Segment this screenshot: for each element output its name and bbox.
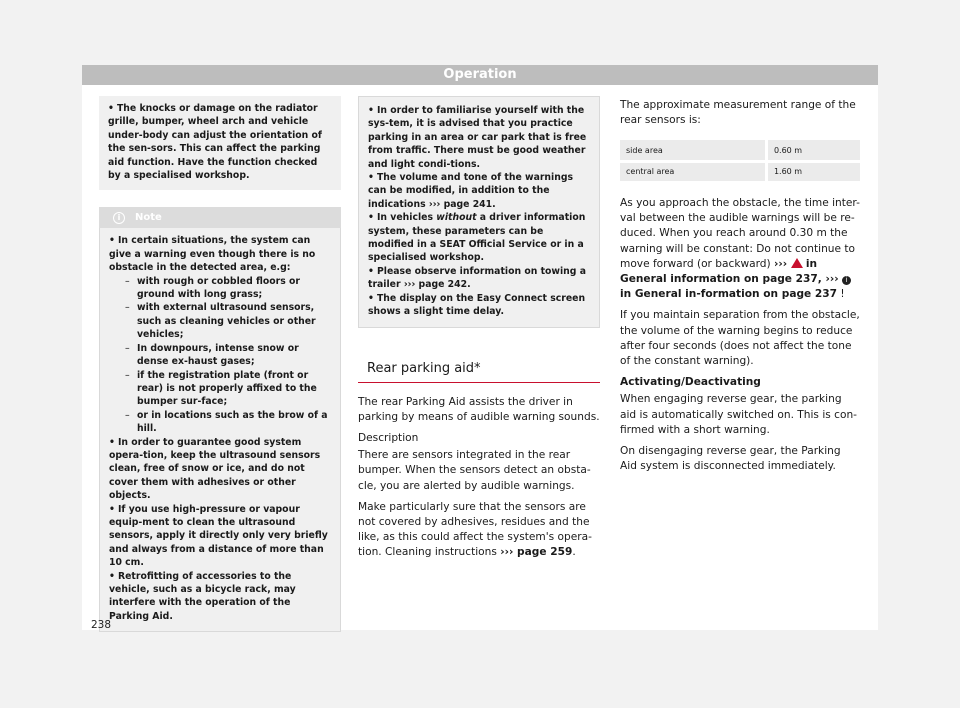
- note-item-text: The volume and tone of the warnings can be modified, in addition to the indications: [368, 172, 574, 210]
- column-3: [620, 98, 860, 474]
- table-row: [620, 161, 860, 182]
- note-item: • Please observe information on towing a trailer ››› page 242.: [368, 265, 586, 291]
- note-item: • Retrofitting of accessories to the vehicle, such as a bicycle rack, may interfere with the operation of the Parking Aid.: [109, 570, 296, 622]
- table-cell: central area: [620, 161, 766, 182]
- note-sub-item: – if the registration plate (front or rear) is not properly affixed to the bumper sur-face;: [125, 369, 317, 408]
- note-sub-item-text: if the registration plate (front or rear) is not properly affixed to the bumper sur-face;: [137, 369, 317, 408]
- info-icon: i: [842, 276, 851, 285]
- note-item: • If you use high-pressure or vapour equip-ment to clean the ultrasound sensors, apply it directly only very briefly and always from a distance of more than 10 cm.: [109, 503, 328, 569]
- approach-paragraph: [620, 196, 860, 302]
- description-text: Make particularly sure that the sensors are not covered by adhesives, residues and the like, as this could affect the system's opera-tion. Cleaning instructions: [358, 500, 592, 559]
- note-header: [99, 207, 341, 228]
- note-item-text: Please observe information on towing a trailer: [368, 265, 586, 291]
- column-2: [358, 96, 600, 561]
- note-item-emphasis: without: [436, 212, 477, 224]
- warning-item-text: The knocks or damage on the radiator grille, bumper, wheel arch and vehicle under-body can adjust the orientation of the sen-sors. This can affect the parking aid function. Have the function checked by a specialised workshop.: [108, 103, 322, 182]
- description-heading: Description: [358, 431, 419, 444]
- note-body: [99, 228, 341, 632]
- note-sub-item: – or in locations such as the brow of a hill.: [125, 409, 328, 435]
- table-row: [620, 140, 860, 161]
- page-ref-link[interactable]: in General information on page 237: [620, 257, 818, 285]
- range-intro: The approximate measurement range of the rear sensors is:: [620, 99, 856, 127]
- note-sub-item-text: In downpours, intense snow or dense ex-haust gases;: [137, 342, 299, 368]
- note-item: • In order to familiarise yourself with the sys-tem, it is advised that you practice parking in an area or car park that is free from traffic. There must be good weather and light condi-tions.: [368, 105, 587, 170]
- warning-continuation-box: [99, 96, 341, 190]
- note-continuation-box: [358, 96, 600, 328]
- note-sub-item-text: with rough or cobbled floors or ground with long grass;: [137, 275, 300, 301]
- table-cell: side area: [620, 140, 766, 161]
- note-sub-list: [109, 275, 332, 436]
- deactivating-paragraph: On disengaging reverse gear, the Parking Aid system is disconnected immediately.: [620, 444, 841, 473]
- note-item-text: Retrofitting of accessories to the vehicle, such as a bicycle rack, may interfere with the operation of the Parking Aid.: [109, 570, 296, 622]
- note-label: Note: [135, 212, 162, 224]
- page-number: 238: [91, 619, 112, 631]
- note-item-text: In vehicles: [376, 212, 433, 224]
- page-ref-link[interactable]: ››› page 241: [428, 198, 493, 210]
- info-icon: i: [113, 212, 125, 224]
- description-paragraph: There are sensors integrated in the rear bumper. When the sensors detect an obsta-cle, you are alerted by audible warnings.: [358, 449, 591, 492]
- table-cell: 0.60 m: [766, 140, 860, 161]
- separation-paragraph: If you maintain separation from the obstacle, the volume of the warning begins to reduce after four seconds (does not affect the tone of the constant warning).: [620, 309, 860, 367]
- approach-text: As you approach the obstacle, the time inter-val between the audible warnings will be re-duced. When you reach around 0.30 m the warning will be constant: Do not continue to move forward (or backward): [620, 196, 860, 270]
- description-paragraph: Make particularly sure that the sensors are not covered by adhesives, residues and the like, as this could affect the system's opera-tion. Cleaning instructions ››› page 259.: [358, 500, 592, 559]
- ref-arrows: , ›››: [817, 272, 839, 285]
- note-box: [99, 207, 341, 632]
- warning-item: • The knocks or damage on the radiator grille, bumper, wheel arch and vehicle under-body can adjust the orientation of the sen-sors. This can affect the parking aid function. Have the function checked by a specialised workshop.: [108, 103, 322, 182]
- activating-paragraph: When engaging reverse gear, the parking aid is automatically switched on. This is con-firmed with a short warning.: [620, 393, 857, 436]
- approach-end: !: [840, 288, 845, 301]
- table-cell: 1.60 m: [766, 161, 860, 182]
- ref-arrows: ›››: [774, 257, 788, 270]
- page-header: Operation: [82, 65, 878, 85]
- note-item: • In certain situations, the system can give a warning even though there is no obstacle in the detected area, e.g:: [109, 235, 316, 274]
- intro-paragraph: The rear Parking Aid assists the driver in parking by means of audible warning sounds.: [358, 395, 600, 423]
- column-1: [99, 96, 341, 632]
- section-body: [358, 395, 600, 561]
- note-item: • The display on the Easy Connect screen shows a slight time delay.: [368, 292, 586, 318]
- note-sub-item: – with external ultrasound sensors, such as cleaning vehicles or other vehicles;: [125, 302, 316, 341]
- note-sub-item-text: with external ultrasound sensors, such as cleaning vehicles or other vehicles;: [137, 302, 316, 341]
- note-item-text: a driver information system, these parameters can be modified in a SEAT Official Service or in a specialised workshop.: [368, 212, 586, 264]
- note-item-text: In order to familiarise yourself with the sys-tem, it is advised that you practice parking in an area or car park that is free from traffic. There must be good weather and light condi-tions.: [368, 105, 587, 170]
- note-intro: In certain situations, the system can give a warning even though there is no obstacle in the detected area, e.g:: [109, 235, 316, 274]
- page-ref-link[interactable]: ››› page 242: [403, 279, 468, 291]
- note-sub-item-text: or in locations such as the brow of a hill.: [137, 409, 328, 435]
- note-item: • In order to guarantee good system opera-tion, keep the ultrasound sensors clean, free of snow or ice, and do not cover them with adhesives or other objects.: [109, 436, 321, 502]
- section-title: Rear parking aid*: [358, 361, 600, 383]
- activating-heading: Activating/Deactivating: [620, 376, 761, 389]
- note-item: • The volume and tone of the warnings can be modified, in addition to the indications ››› page 241.: [368, 172, 574, 210]
- page-ref-link[interactable]: ››› page 259: [500, 546, 573, 559]
- page-ref-link[interactable]: in General in-formation on page 237: [620, 288, 838, 301]
- note-item-text: If you use high-pressure or vapour equip-ment to clean the ultrasound sensors, apply it directly only very briefly and always from a distance of more than 10 cm.: [109, 503, 328, 569]
- note-sub-item: – In downpours, intense snow or dense ex-haust gases;: [125, 342, 299, 368]
- note-item: • In vehicles without a driver information system, these parameters can be modified in a SEAT Official Service or in a specialised workshop.: [368, 212, 586, 264]
- note-sub-item: – with rough or cobbled floors or ground with long grass;: [125, 275, 300, 301]
- warning-icon: [791, 258, 803, 268]
- range-table: [620, 140, 860, 184]
- note-item-text: In order to guarantee good system opera-tion, keep the ultrasound sensors clean, free of snow or ice, and do not cover them with adhesives or other objects.: [109, 436, 321, 502]
- note-item-text: The display on the Easy Connect screen shows a slight time delay.: [368, 292, 586, 318]
